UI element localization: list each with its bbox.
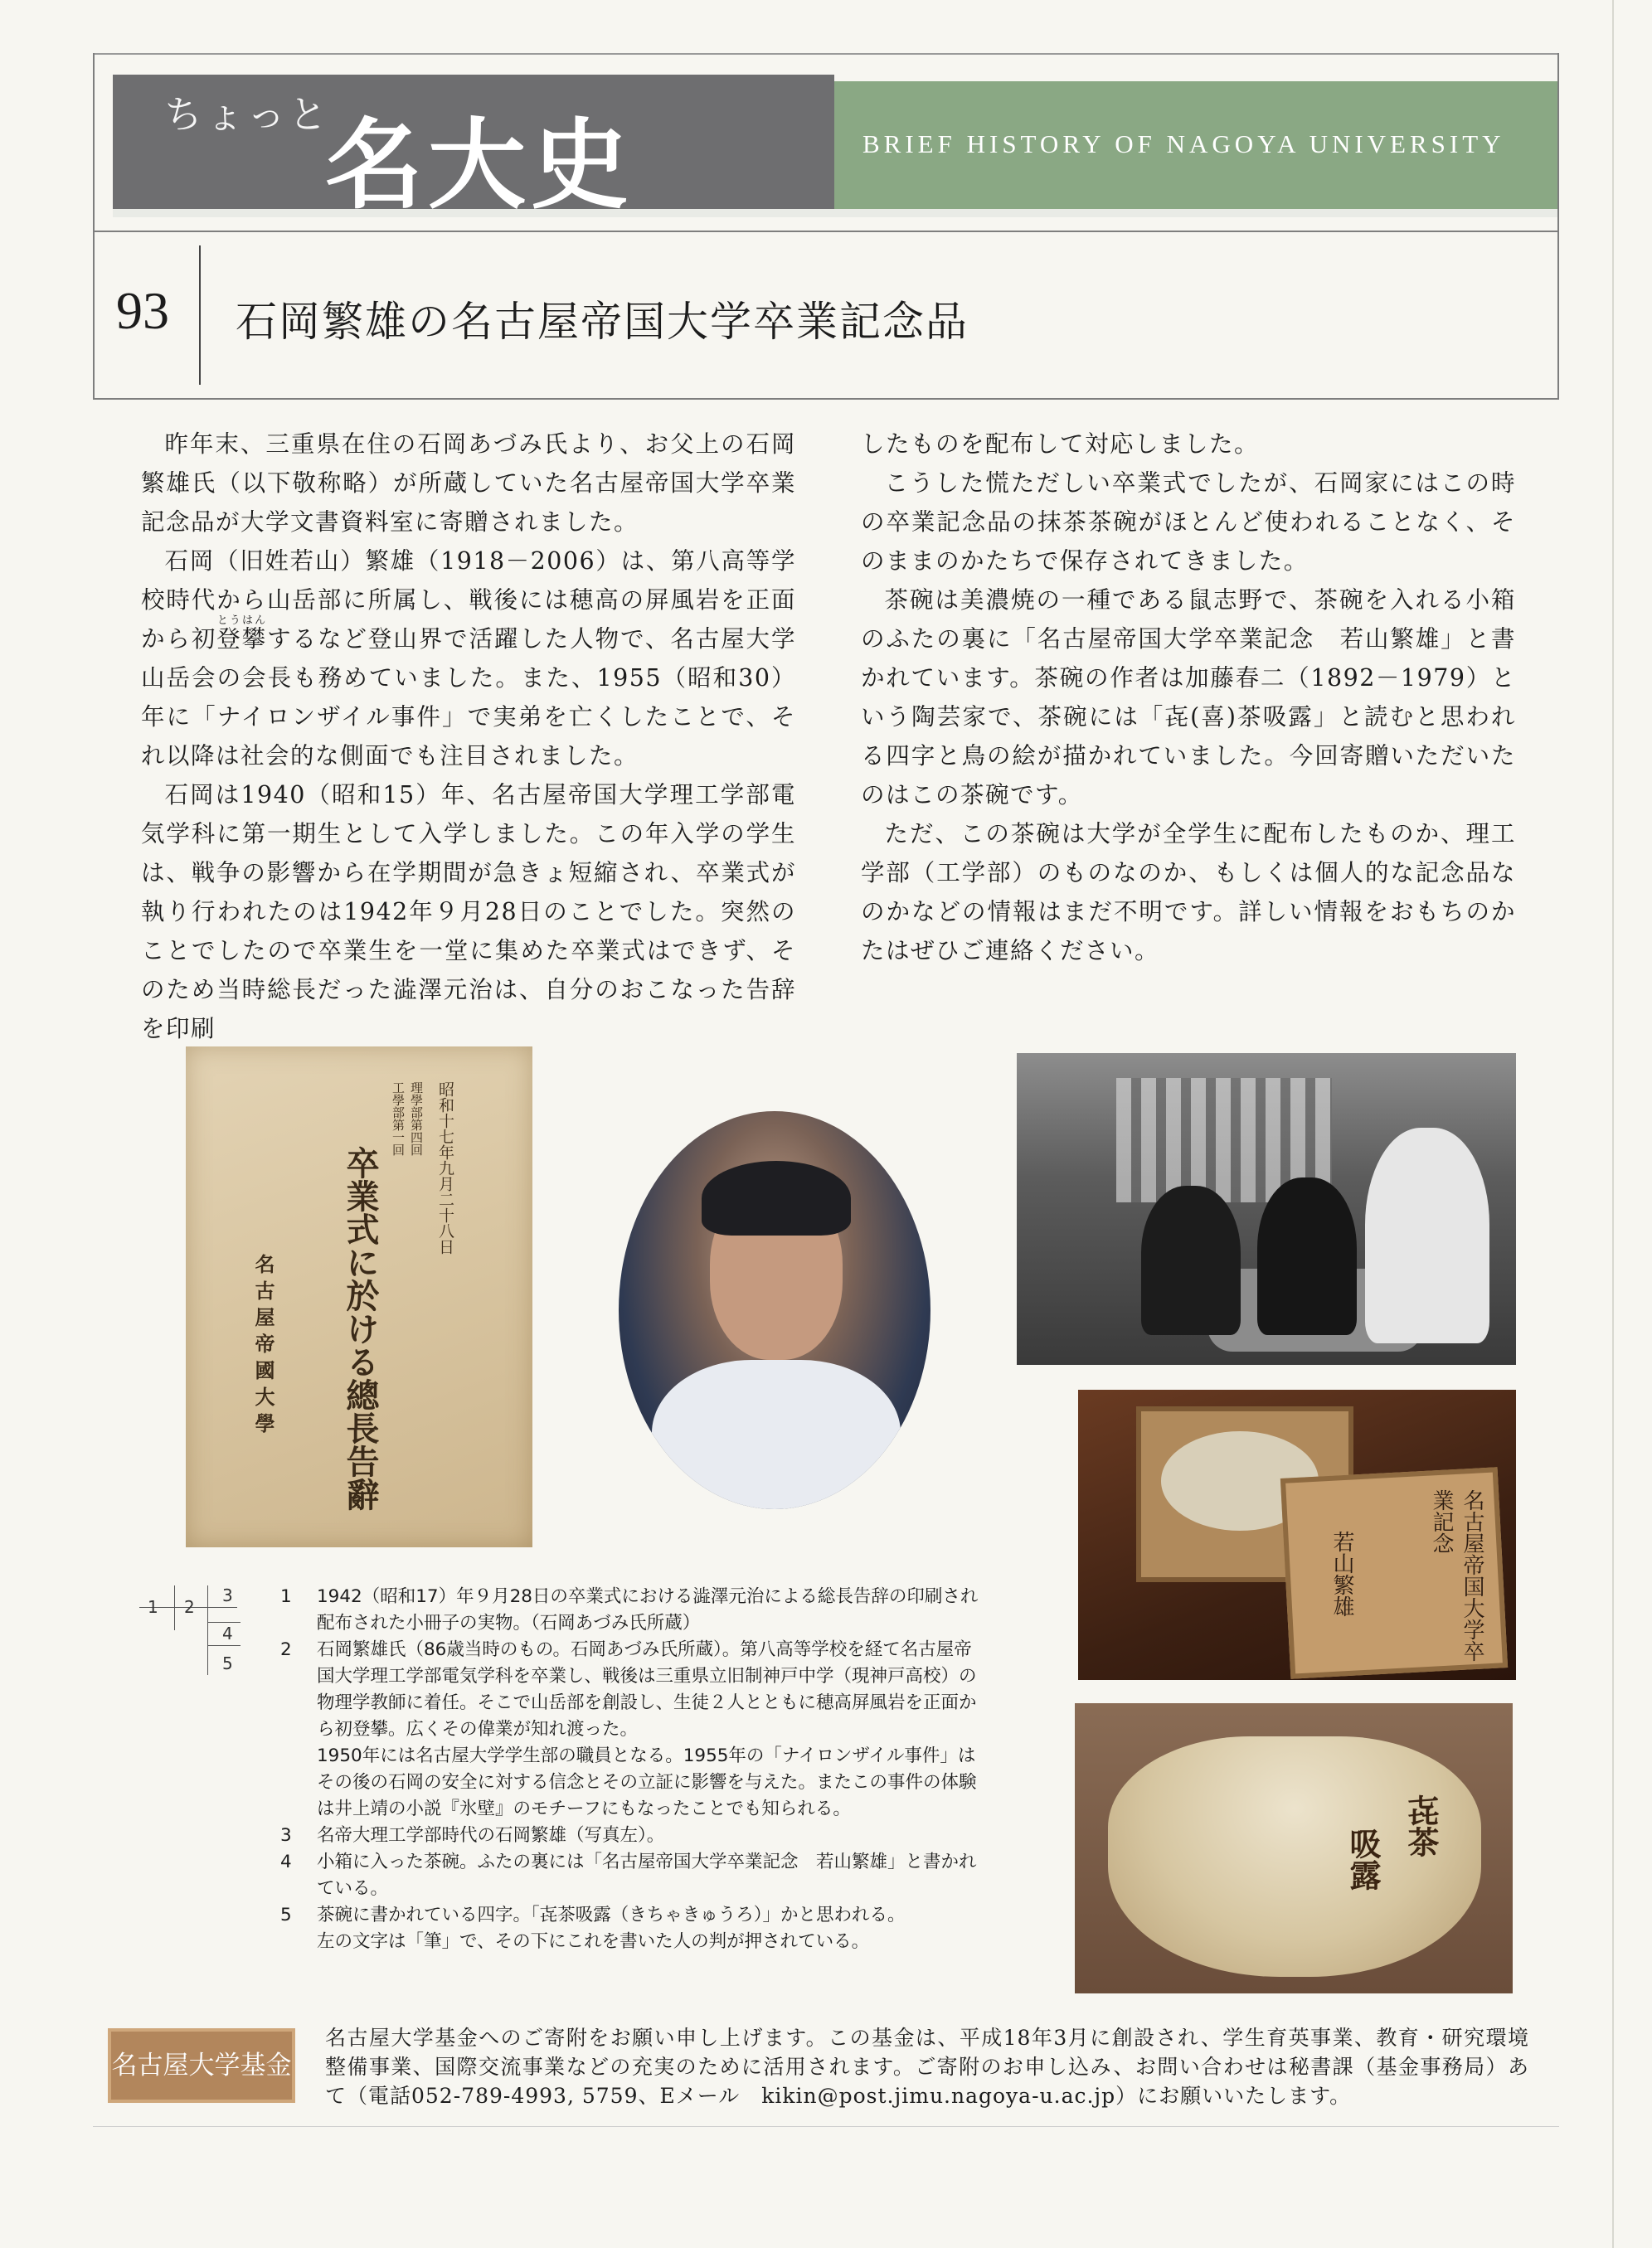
frame-left bbox=[93, 53, 95, 400]
bowl-inscription-2: 吸露 bbox=[1344, 1828, 1382, 1891]
text: するなど登山界で活躍した人物で、名古屋大学山岳会の会長も務めていました。また、1955（昭和30）年に「ナイロンザイル事件」で実弟を亡くしたことで、それ以降は社会的な側面でも注目されました。 bbox=[141, 625, 796, 770]
photo-booklet bbox=[186, 1046, 532, 1547]
caption-number: 1 bbox=[280, 1586, 292, 1607]
fund-notice: 名古屋大学基金へのご寄附をお願い申し上げます。この基金は、平成18年3月に創設され、学生育英事業、教育・研究環境整備事業、国際交流事業などの充実のために活用されます。ご寄附のお申し込み、お問い合わせは秘書課（基金事務局）あて（電話052-789-4993, 5759、Eメール kikin@post.jimu.nagoya-u.ac.jp）にお願いいたします。 bbox=[325, 2026, 1529, 2108]
caption-line: 左の文字は「筆」で、その下にこれを書いた人の判が押されている。 bbox=[317, 1931, 870, 1952]
booklet-dept-science: 理學部第四回 bbox=[409, 1081, 424, 1156]
caption-line: 小箱に入った茶碗。ふたの裏には「名古屋帝国大学卒業記念 若山繁雄」と書かれ bbox=[317, 1852, 977, 1872]
caption-line: 1942（昭和17）年９月28日の卒業式における澁澤元治による総長告辞の印刷され bbox=[317, 1586, 979, 1607]
photo-portrait bbox=[619, 1111, 930, 1509]
photo-captions bbox=[274, 1584, 1035, 1955]
paragraph: 茶碗は美濃焼の一種である鼠志野で、茶碗を入れる小箱のふたの裏に「名古屋帝国大学卒業記念 若山繁雄」と書かれています。茶碗の作者は加藤春二（1892－1979）という陶芸家で、茶碗には「㐂(喜)茶吸露」と読むと思われる四字と鳥の絵が描かれていました。今回寄贈いただいたのはこの茶碗です。 bbox=[861, 586, 1516, 808]
paragraph: 石岡は1940（昭和15）年、名古屋帝国大学理工学部電気学科に第一期生として入学しました。この年入学の学生は、戦争の影響から在学期間が急きょ短縮され、卒業式が執り行われたのは1942年９月28日のことでした。突然のことでしたので卒業生を一堂に集めた卒業式はできず、そのため当時総長だった澁澤元治は、自分のおこなった告辞を印刷 bbox=[141, 781, 796, 1042]
caption-line: ら初登攀。広くその偉業が知れ渡った。 bbox=[317, 1719, 639, 1740]
article-number: 93 bbox=[116, 281, 169, 340]
caption-line: 石岡繁雄氏（86歳当時のもの。石岡あづみ氏所蔵）。第八高等学校を経て名古屋帝 bbox=[317, 1639, 972, 1660]
booklet-date: 昭和十七年九月二十八日 bbox=[436, 1081, 454, 1255]
series-title: 名大史 bbox=[325, 107, 634, 222]
caption-4 bbox=[274, 1849, 1035, 1902]
index-divider bbox=[207, 1622, 241, 1623]
caption-line: 配布された小冊子の実物。（石岡あづみ氏所蔵） bbox=[317, 1613, 701, 1634]
footer-rule bbox=[93, 2126, 1559, 2127]
article-title: 石岡繁雄の名古屋帝国大学卒業記念品 bbox=[236, 298, 969, 346]
caption-1 bbox=[274, 1584, 1035, 1637]
top-rule bbox=[93, 53, 1559, 55]
caption-line: 茶碗に書かれている四字。「㐂茶吸露（きちゃきゅうろ）」かと思われる。 bbox=[317, 1905, 906, 1925]
index-3: 3 bbox=[222, 1585, 233, 1605]
body-column-right bbox=[861, 425, 1516, 970]
paragraph: ただ、この茶碗は大学が全学生に配布したものか、理工学部（工学部）のものなのか、もしくは個人的な記念品なのかなどの情報はまだ不明です。詳しい情報をおもちのかたはぜひご連絡ください。 bbox=[861, 820, 1516, 964]
booklet-title: 卒業式に於ける總長告辭 bbox=[341, 1146, 380, 1511]
booklet-dept-engineering: 工學部第一回 bbox=[391, 1081, 406, 1156]
ruby-base: 登攀 bbox=[216, 625, 268, 653]
caption-line: 名帝大理工学部時代の石岡繁雄（写真左）。 bbox=[317, 1825, 665, 1846]
series-english-title: BRIEF HISTORY OF NAGOYA UNIVERSITY bbox=[862, 129, 1505, 158]
lid-inscription: 名古屋帝国大学卒業記念 bbox=[1429, 1489, 1484, 1662]
caption-3 bbox=[274, 1823, 1035, 1849]
index-divider bbox=[207, 1585, 208, 1675]
person-left bbox=[1141, 1186, 1241, 1335]
title-divider bbox=[199, 245, 201, 385]
caption-line: ている。 bbox=[317, 1878, 389, 1899]
lid-name: 若山繁雄 bbox=[1329, 1531, 1354, 1617]
caption-line: 国大学理工学部電気学科を卒業し、戦後は三重県立旧制神戸中学（現神戸高校）の bbox=[317, 1666, 977, 1687]
body-column-left bbox=[141, 425, 796, 1048]
index-divider bbox=[174, 1585, 175, 1630]
person-center bbox=[1257, 1177, 1357, 1335]
portrait-shirt bbox=[652, 1360, 901, 1509]
caption-number: 2 bbox=[280, 1639, 292, 1660]
index-divider bbox=[207, 1645, 241, 1646]
photo-tea-bowl-box bbox=[1078, 1390, 1516, 1680]
caption-line: 物理学教師に着任。そこで山岳部を創設し、生徒２人とともに穂高屏風岩を正面か bbox=[317, 1692, 977, 1713]
ruby-term bbox=[216, 614, 268, 653]
series-prefix: ちょっと bbox=[164, 92, 330, 137]
caption-line: は井上靖の小説『氷壁』のモチーフにもなったことでも知られる。 bbox=[317, 1799, 851, 1819]
paragraph: 昨年末、三重県在住の石岡あづみ氏より、お父上の石岡繁雄氏（以下敬称略）が所蔵していた名古屋帝国大学卒業記念品が大学文書資料室に寄贈されました。 bbox=[141, 430, 796, 536]
page-edge bbox=[1612, 0, 1614, 2248]
caption-line: 1950年には名古屋大学学生部の職員となる。1955年の「ナイロンザイル事件」は bbox=[317, 1745, 976, 1766]
index-2: 2 bbox=[184, 1597, 195, 1617]
text: 石岡（旧姓若山）繁雄（1918－2006）は、第八高等学校時代から山岳部に所属し、戦後には穂高の屏風岩を正面から初 bbox=[141, 547, 796, 653]
caption-line: その後の石岡の安全に対する信念とその立証に影響を与えた。またこの事件の体験 bbox=[317, 1772, 977, 1793]
caption-5 bbox=[274, 1902, 1035, 1955]
index-1: 1 bbox=[148, 1597, 158, 1617]
caption-number: 3 bbox=[280, 1825, 292, 1846]
bowl-inscription-1: 㐂茶 bbox=[1402, 1794, 1440, 1857]
title-rule-bottom bbox=[93, 398, 1559, 400]
photo-tea-bowl bbox=[1075, 1703, 1513, 1993]
portrait-hair bbox=[702, 1161, 851, 1236]
caption-2 bbox=[274, 1637, 1035, 1823]
caption-number: 5 bbox=[280, 1905, 292, 1925]
caption-number: 4 bbox=[280, 1852, 292, 1872]
person-right bbox=[1365, 1128, 1489, 1343]
booklet-publisher: 名古屋帝國大學 bbox=[251, 1254, 275, 1440]
paragraph: したものを配布して対応しました。 bbox=[861, 430, 1260, 458]
fund-badge: 名古屋大学基金 bbox=[108, 2028, 295, 2103]
index-4: 4 bbox=[222, 1624, 233, 1644]
paragraph: こうした慌ただしい卒業式でしたが、石岡家にはこの時の卒業記念品の抹茶茶碗がほとんど使われることなく、そのままのかたちで保存されてきました。 bbox=[861, 469, 1516, 575]
index-5: 5 bbox=[222, 1653, 233, 1673]
paragraph bbox=[141, 541, 796, 775]
ruby-reading: とうはん bbox=[216, 614, 267, 627]
frame-right bbox=[1557, 53, 1559, 400]
title-rule-top bbox=[93, 231, 1559, 232]
photo-laboratory bbox=[1017, 1053, 1516, 1365]
